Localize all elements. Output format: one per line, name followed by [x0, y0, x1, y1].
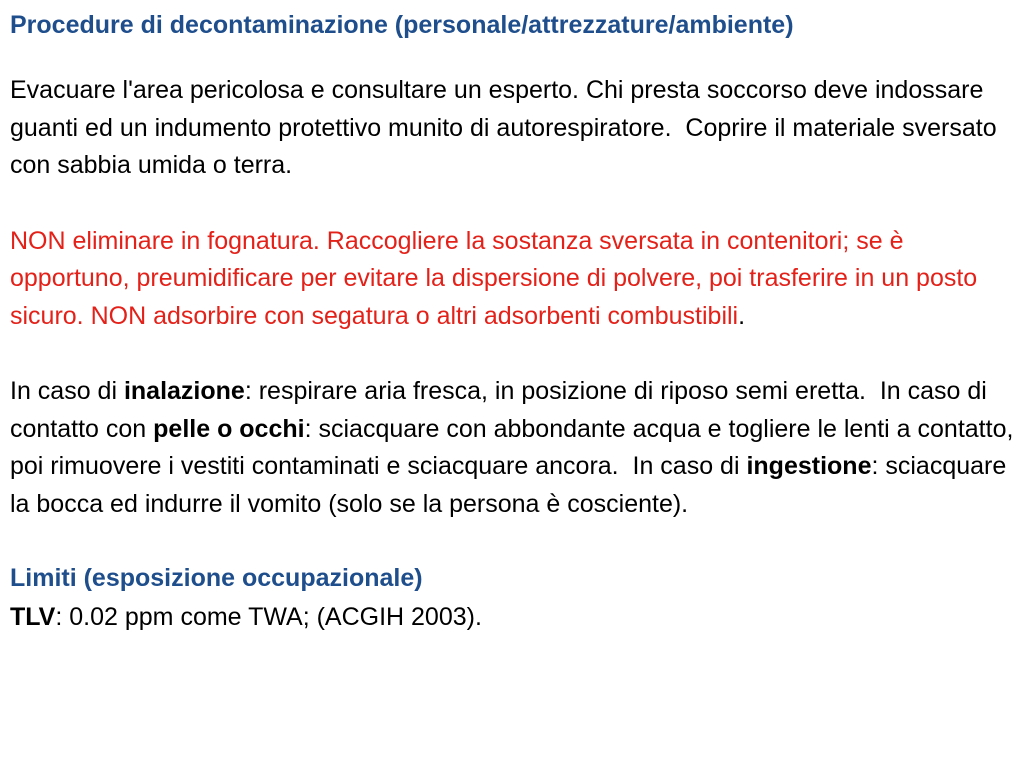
slide-content	[10, 8, 1016, 637]
disposal-warning-text: NON eliminare in fognatura. Raccogliere la sostanza sversata in contenitori; se è opportuno, preumidificare per evitare la dispersione di polvere, poi trasferire in un posto sicuro. NON adsorbire con segatura o altri adsorbenti combustibili	[10, 226, 978, 330]
tlv-line	[10, 599, 1016, 637]
limits-heading: Limiti (esposizione occupazionale)	[10, 564, 423, 592]
inhalation-term: inalazione	[123, 377, 245, 405]
first-aid-paragraph	[10, 373, 1016, 523]
disposal-warning-period: .	[738, 301, 746, 330]
disposal-warning-paragraph	[10, 223, 1016, 336]
tlv-value: : 0.02 ppm come TWA; (ACGIH 2003).	[55, 603, 482, 631]
first-aid-text-1: In caso di	[10, 377, 124, 405]
first-aid-text-2: : respirare aria fresca, in posizione di riposo semi eretta. In caso di contatto con	[10, 377, 987, 443]
ingestion-term: ingestione	[746, 452, 872, 480]
page-title: Procedure di decontaminazione (personale/attrezzature/ambiente)	[10, 11, 794, 39]
evacuation-paragraph: Evacuare l'area pericolosa e consultare un esperto. Chi presta soccorso deve indossare guanti ed un indumento protettivo munito di autorespiratore. Coprire il materiale sversato con sabbia umida o terra.	[10, 76, 997, 179]
skin-eyes-term: pelle o occhi	[153, 414, 305, 443]
first-aid-text-4: : sciacquare la bocca ed indurre il vomito (solo se la persona è cosciente).	[10, 452, 1007, 518]
tlv-label: TLV	[10, 603, 56, 631]
first-aid-text-3: : sciacquare con abbondante acqua e togliere le lenti a contatto, poi rimuovere i vestiti contaminati e sciacquare ancora. In caso di	[10, 414, 1014, 480]
